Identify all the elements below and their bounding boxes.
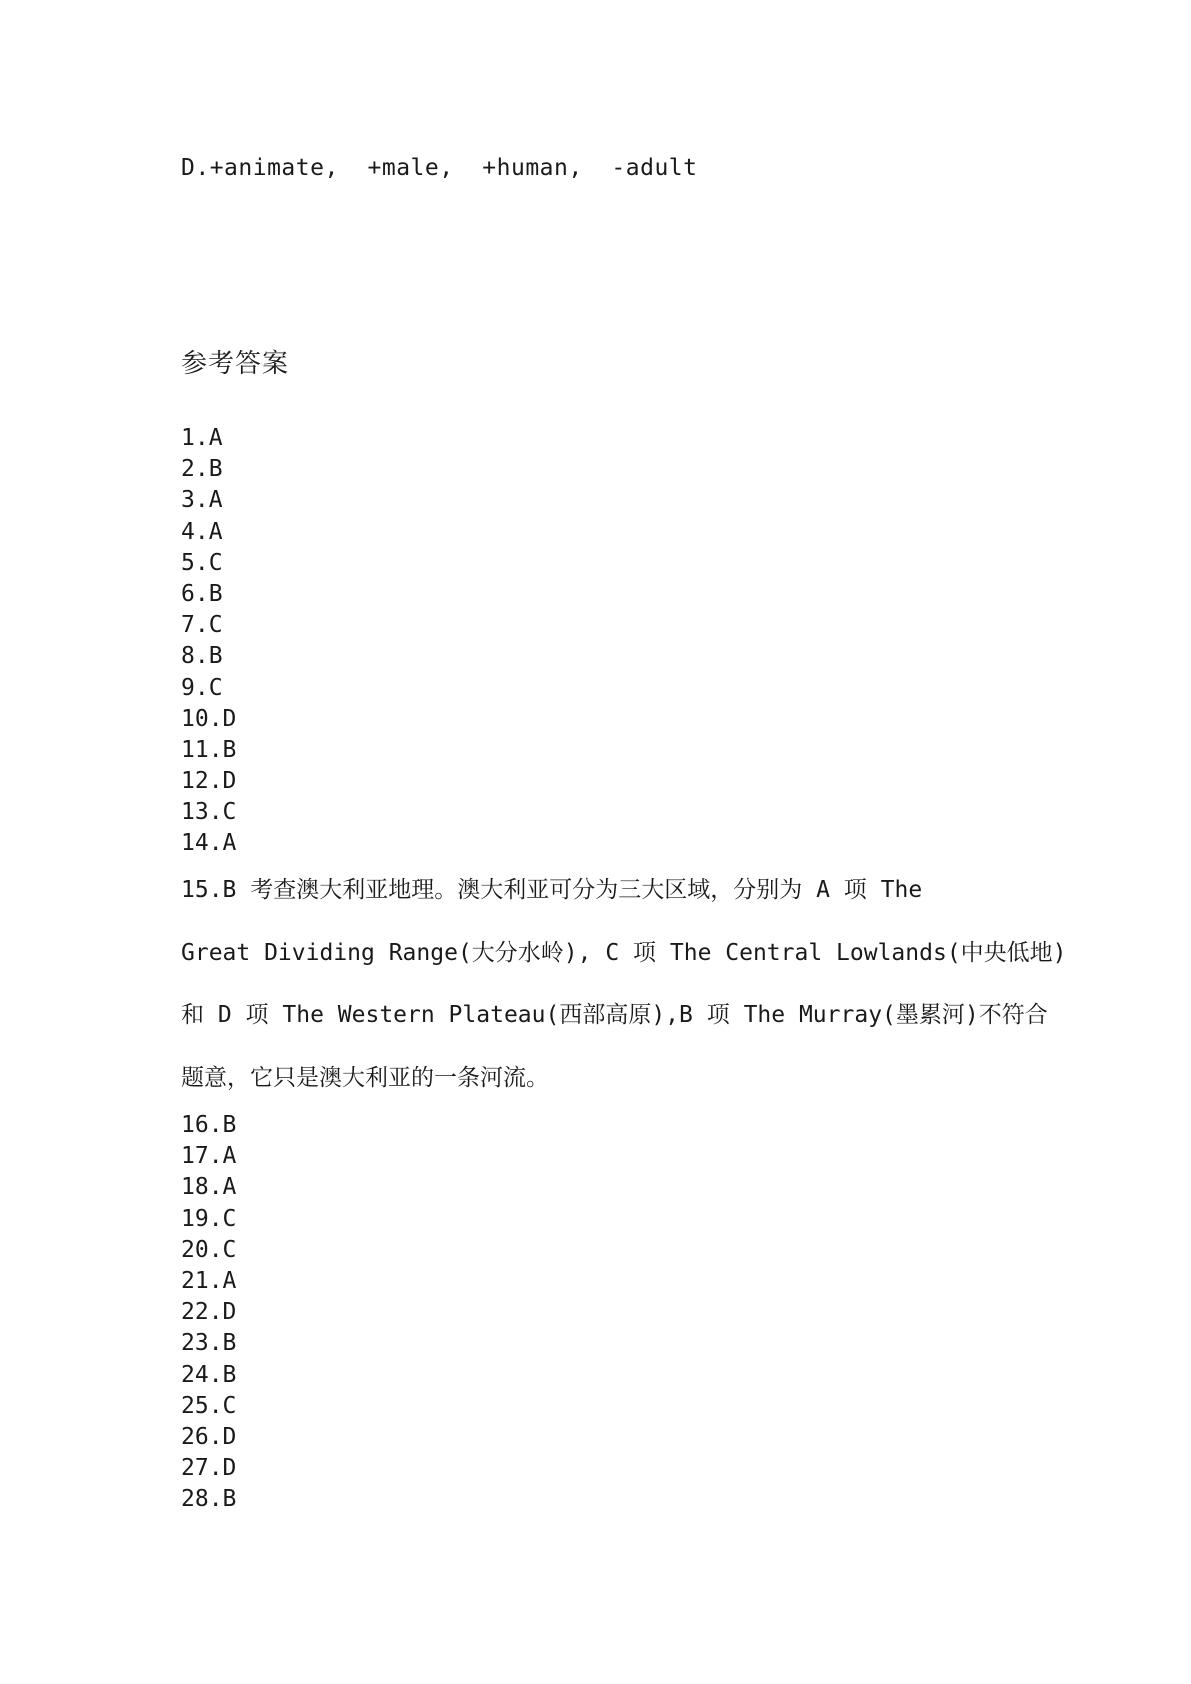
answer-item: 16.B: [181, 1112, 237, 1138]
answer-item: 1.A: [181, 425, 223, 451]
explanation-line: 和 D 项 The Western Plateau(西部高原),B 项 The Murray(墨累河)不符合: [181, 1002, 1048, 1028]
answer-item: 27.D: [181, 1455, 237, 1482]
answer-item: 10.D: [181, 705, 237, 732]
answer-item: 25.C: [181, 1392, 237, 1419]
explanation-line: Great Dividing Range(大分水岭), C 项 The Central Lowlands(中央低地): [181, 939, 1067, 966]
answer-item: 20.C: [181, 1236, 237, 1263]
explanation-line: 题意，它只是澳大利亚的一条河流。: [181, 1064, 549, 1091]
answer-item: 17.A: [181, 1143, 237, 1170]
answer-item: 3.A: [181, 487, 223, 514]
answer-item: 24.B: [181, 1361, 237, 1388]
answer-item: 7.C: [181, 612, 223, 639]
answer-item: 9.C: [181, 674, 223, 701]
answer-item: 12.D: [181, 768, 237, 795]
answer-item: 21.A: [181, 1267, 237, 1294]
document-page: [181, 0, 1067, 1684]
answer-item: 18.A: [181, 1174, 237, 1201]
answer-15-explanation: [181, 871, 1067, 1121]
answer-item: 2.B: [181, 456, 223, 483]
option-d-line: D.+animate, +male, +human, -adult: [181, 155, 698, 181]
answer-item: 23.B: [181, 1330, 237, 1357]
answer-item: 22.D: [181, 1299, 237, 1326]
answer-key-heading: 参考答案: [181, 349, 290, 379]
answer-item: 4.A: [181, 518, 223, 545]
answer-item: 28.B: [181, 1486, 237, 1513]
answer-item: 13.C: [181, 799, 237, 826]
explanation-line: 15.B 考查澳大利亚地理。澳大利亚可分为三大区域，分别为 A 项 The: [181, 877, 923, 903]
answer-item: 8.B: [181, 643, 223, 670]
answer-item: 19.C: [181, 1205, 237, 1232]
answer-item: 11.B: [181, 736, 237, 763]
answer-item: 6.B: [181, 580, 223, 607]
answer-item: 26.D: [181, 1423, 237, 1450]
answer-item: 5.C: [181, 549, 223, 576]
answer-list-16-28: [181, 1110, 236, 1515]
answer-item: 14.A: [181, 830, 237, 857]
answer-list-1-14: [181, 423, 236, 860]
